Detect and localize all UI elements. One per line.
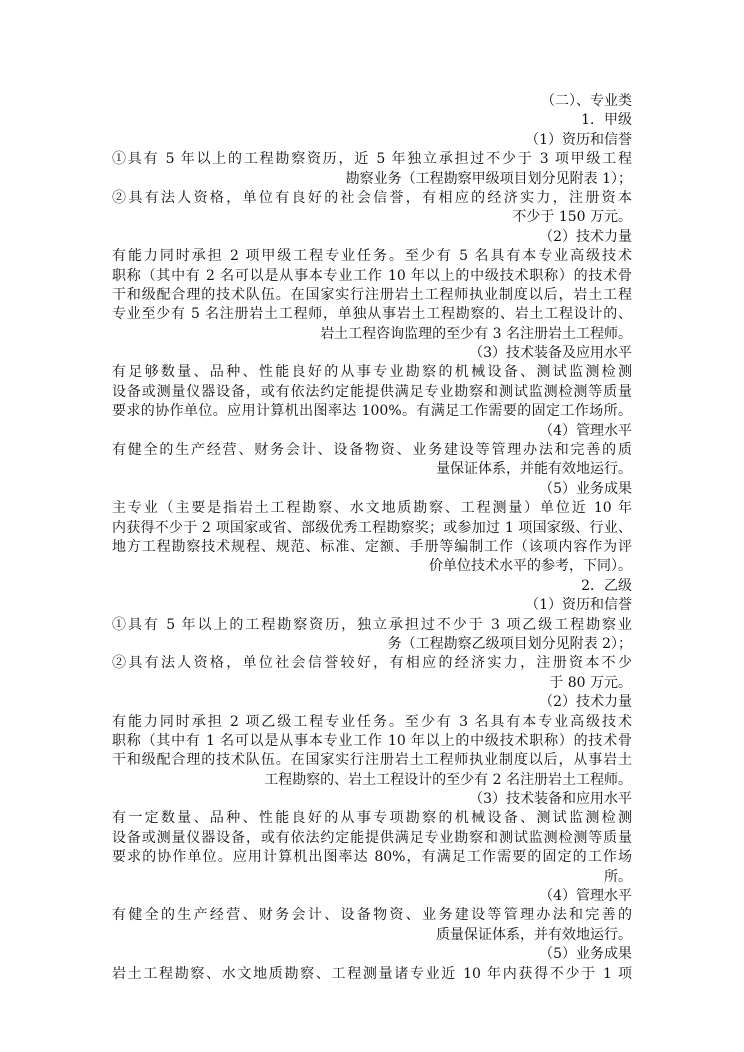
document-line: 设备或测量仪器设备，或有依法约定能提供满足专业勘察和测试监测检测等质量 [112, 829, 632, 846]
document-line: ①具有 5 年以上的工程勘察资历，近 5 年独立承担过不少于 3 项甲级工程 [112, 151, 632, 168]
document-line: 地方工程勘察技术规程、规范、标准、定额、手册等编制工作（该项内容作为评 [112, 538, 632, 555]
document-line: 有一定数量、品种、性能良好的从事专项勘察的机械设备、测试监测检测 [112, 810, 632, 827]
document-line: （5）业务成果 [539, 946, 632, 963]
document-line: 有足够数量、品种、性能良好的从事专业勘察的机械设备、测试监测检测 [112, 364, 632, 381]
document-line: （1）资历和信誉 [525, 597, 632, 614]
document-line: （3）技术装备和应用水平 [469, 791, 632, 808]
document-line: 1．甲级 [581, 112, 632, 129]
document-line: 有健全的生产经营、财务会计、设备物资、业务建设等管理办法和完善的 [112, 907, 632, 924]
document-line: 量保证体系，并能有效地运行。 [436, 461, 632, 478]
document-line: 不少于 150 万元。 [512, 209, 632, 226]
document-line: 岩土工程咨询监理的至少有 3 名注册岩土工程师。 [320, 325, 632, 342]
document-line: 岩土工程勘察、水文地质勘察、工程测量诸专业近 10 年内获得不少于 1 项 [112, 965, 632, 982]
document-line: 专业至少有 5 名注册岩土工程师，单独从事岩土工程勘察的、岩土工程设计的、 [112, 306, 632, 323]
document-line: （2）技术力量 [539, 228, 632, 245]
document-line: （2）技术力量 [539, 694, 632, 711]
document-line: 务（工程勘察乙级项目划分见附表 2）； [387, 635, 632, 652]
document-page [112, 92, 632, 984]
document-line: （二）、专业类 [541, 93, 632, 109]
document-line: 有健全的生产经营、财务会计、设备物资、业务建设等管理办法和完善的质 [112, 442, 632, 459]
document-line: （4）管理水平 [539, 422, 632, 439]
document-line: ①具有 5 年以上的工程勘察资历，独立承担过不少于 3 项乙级工程勘察业 [112, 616, 632, 633]
document-line: 内获得不少于 2 项国家或省、部级优秀工程勘察奖；或参加过 1 项国家级、行业、 [112, 519, 632, 536]
document-line: 设备或测量仪器设备，或有依法约定能提供满足专业勘察和测试监测检测等质量 [112, 383, 632, 400]
document-body [112, 92, 632, 984]
document-line: 要求的协作单位。应用计算机出图率达 80%，有满足工作需要的固定的工作场 [112, 849, 632, 866]
document-line: 勘察业务（工程勘察甲级项目划分见附表 1）； [345, 170, 632, 187]
document-line: （1）资历和信誉 [525, 131, 632, 148]
document-line: ②具有法人资格，单位有良好的社会信誉，有相应的经济实力，注册资本 [112, 189, 632, 206]
document-line: 所。 [604, 868, 632, 885]
document-line: 工程勘察的、岩土工程设计的至少有 2 名注册岩土工程师。 [264, 771, 632, 788]
document-line: 职称（其中有 1 名可以是从事本专业工作 10 年以上的中级技术职称）的技术骨 [112, 732, 632, 749]
document-line: （4）管理水平 [539, 888, 632, 905]
document-line: 2．乙级 [581, 577, 632, 594]
document-line: 职称（其中有 2 名可以是从事本专业工作 10 年以上的中级技术职称）的技术骨 [112, 267, 632, 284]
document-line: 价单位技术水平的参考，下同）。 [429, 558, 632, 575]
document-line: 要求的协作单位。应用计算机出图率达 100%。有满足工作需要的固定工作场所。 [112, 403, 632, 420]
document-line: 有能力同时承担 2 项甲级工程专业任务。至少有 5 名具有本专业高级技术 [112, 248, 632, 265]
document-line: 干和级配合理的技术队伍。在国家实行注册岩土工程师执业制度以后，岩土工程 [112, 286, 632, 303]
document-line: ②具有法人资格，单位社会信誉较好，有相应的经济实力，注册资本不少 [112, 655, 632, 672]
document-line: 主专业（主要是指岩土工程勘察、水文地质勘察、工程测量）单位近 10 年 [112, 500, 632, 517]
document-line: 质量保证体系，并有效地运行。 [436, 926, 632, 943]
document-line: 于 80 万元。 [549, 674, 632, 691]
document-line: 干和级配合理的技术队伍。在国家实行注册岩土工程师执业制度以后，从事岩土 [112, 752, 632, 769]
document-line: （3）技术装备及应用水平 [469, 345, 632, 362]
document-line: （5）业务成果 [539, 480, 632, 497]
document-line: 有能力同时承担 2 项乙级工程专业任务。至少有 3 名具有本专业高级技术 [112, 713, 632, 730]
